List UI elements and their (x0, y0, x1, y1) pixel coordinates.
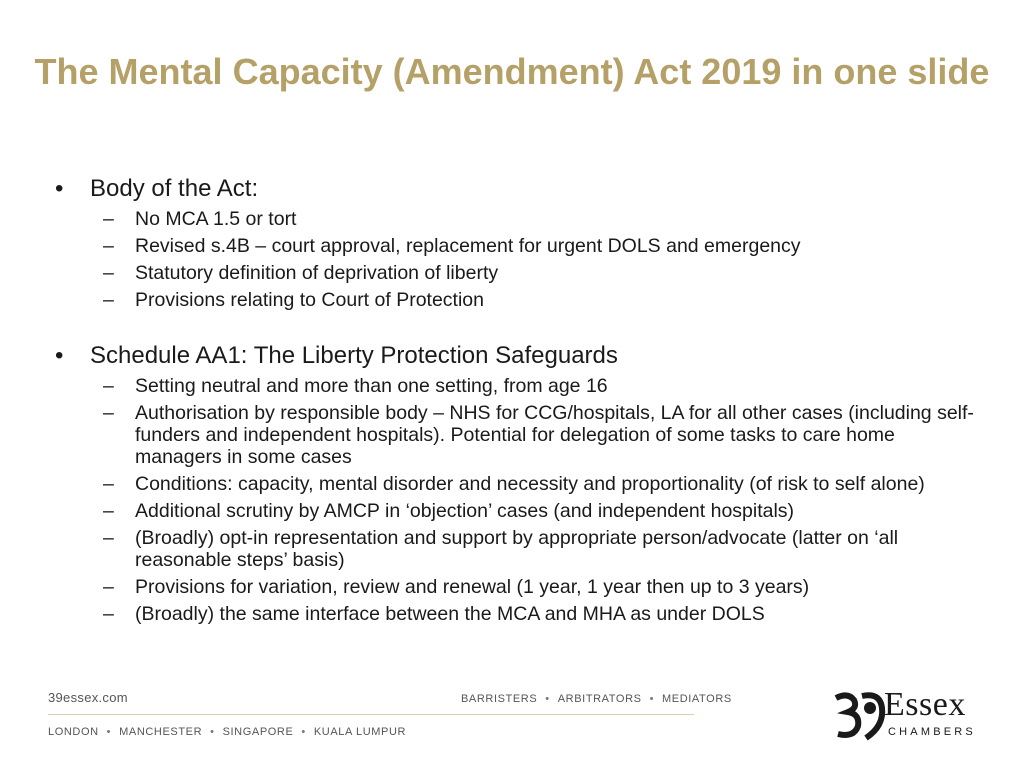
list-item: – No MCA 1.5 or tort (103, 208, 297, 230)
footer-divider (48, 714, 694, 715)
list-item: – Additional scrutiny by AMCP in ‘objection’ cases (and independent hospitals) (103, 500, 795, 522)
bullet-body-of-act (55, 172, 985, 206)
bullet-heading: Schedule AA1: The Liberty Protection Safeguards (90, 342, 618, 369)
bullet-heading: Body of the Act: (90, 175, 259, 202)
city-london: LONDON (48, 726, 99, 738)
dash-icon: – (103, 289, 114, 311)
slide-title: The Mental Capacity (Amendment) Act 2019 in one slide (34, 51, 990, 92)
city-manchester: MANCHESTER (119, 726, 203, 738)
logo-sub: CHAMBERS (888, 726, 976, 738)
dash-icon: – (103, 527, 114, 549)
footer-url-link[interactable]: 39essex.com (48, 690, 128, 705)
separator-icon: • (210, 726, 215, 738)
dash-icon: – (103, 402, 114, 424)
logo-name: Essex (884, 686, 966, 723)
separator-icon: • (649, 693, 655, 705)
list-item: – Provisions for variation, review and renewal (1 year, 1 year then up to 3 years) (103, 576, 810, 598)
role-barristers: BARRISTERS (461, 693, 538, 705)
list-item: – Conditions: capacity, mental disorder and necessity and proportionality (of risk to self alone) (103, 473, 925, 495)
list-item: – Revised s.4B – court approval, replacement for urgent DOLS and emergency (103, 235, 801, 257)
separator-icon: • (545, 693, 550, 705)
list-item: – (Broadly) opt-in representation and support by appropriate person/advocate (latter on ‘all reasonable steps’ basis) (103, 527, 899, 571)
list-item: – Statutory definition of deprivation of liberty (103, 262, 499, 284)
bullet-schedule-aa1 (55, 339, 985, 373)
footer-roles (461, 693, 732, 705)
dash-icon: – (103, 235, 114, 257)
dash-icon: – (103, 603, 114, 625)
bullet-icon: • (55, 175, 64, 202)
city-kuala-lumpur: KUALA LUMPUR (313, 726, 407, 738)
list-item: – Setting neutral and more than one setting, from age 16 (103, 375, 608, 397)
sub-list-body-of-act (55, 208, 985, 311)
dash-icon: – (103, 576, 114, 598)
separator-icon: • (301, 726, 306, 738)
logo-mark-icon (832, 690, 888, 742)
body-list (55, 172, 985, 630)
dash-icon: – (103, 262, 114, 284)
list-item: – Authorisation by responsible body – NHS for CCG/hospitals, LA for all other cases (including self-funders and independent hospitals). Potential for delegation of some tasks to care home managers in some cases (103, 402, 974, 468)
list-item: – Provisions relating to Court of Protection (103, 289, 485, 311)
role-arbitrators: ARBITRATORS (557, 693, 642, 705)
dash-icon: – (103, 473, 114, 495)
dash-icon: – (103, 375, 114, 397)
essex-chambers-logo (832, 686, 982, 742)
separator-icon: • (106, 726, 112, 738)
city-singapore: SINGAPORE (222, 726, 294, 738)
bullet-icon: • (55, 342, 64, 369)
dash-icon: – (103, 208, 114, 230)
footer-cities (48, 726, 406, 738)
list-item: – (Broadly) the same interface between the MCA and MHA as under DOLS (103, 603, 765, 625)
dash-icon: – (103, 500, 114, 522)
sub-list-schedule-aa1 (55, 375, 985, 625)
role-mediators: MEDIATORS (662, 693, 732, 705)
